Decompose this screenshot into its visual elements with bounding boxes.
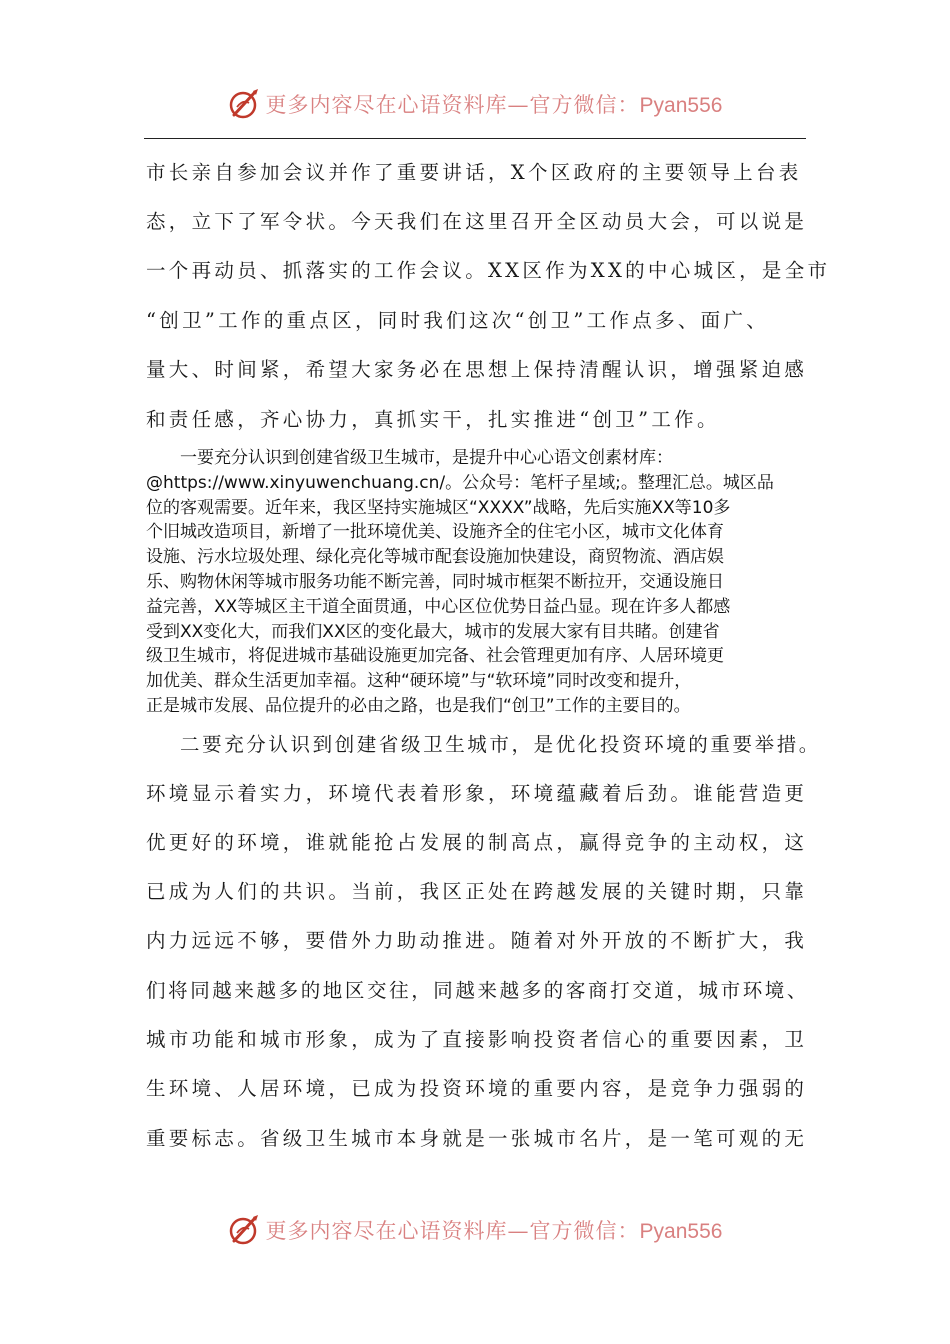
pen-logo-icon bbox=[228, 87, 262, 121]
text-line: 益完善，XX等城区主干道全面贯通，中心区位优势日益凸显。现在许多人都感 bbox=[146, 596, 731, 617]
text-line: 乐、购物休闲等城市服务功能不断完善，同时城市框架不断拉开，交通设施日 bbox=[146, 571, 724, 592]
text-line: 优更好的环境，谁就能抢占发展的制高点，赢得竞争的主动权，这 bbox=[146, 831, 808, 854]
text-line: 受到XX变化大，而我们XX区的变化最大，城市的发展大家有目共睹。创建省 bbox=[146, 621, 720, 642]
text-line: 个旧城改造项目，新增了一批环境优美、设施齐全的住宅小区，城市文化体育 bbox=[146, 522, 724, 543]
text-line: 城市功能和城市形象，成为了直接影响投资者信心的重要因素，卫 bbox=[146, 1028, 808, 1051]
text-line: 态，立下了军令状。今天我们在这里召开全区动员大会，可以说是 bbox=[146, 210, 808, 233]
text-line: 们将同越来越多的地区交往，同越来越多的客商打交道，城市环境、 bbox=[146, 979, 810, 1002]
paragraph-2 bbox=[146, 446, 806, 719]
text-line: 重要标志。省级卫生城市本身就是一张城市名片，是一笔可观的无 bbox=[146, 1127, 808, 1150]
text-line: 正是城市发展、品位提升的必由之路，也是我们“创卫”工作的主要目的。 bbox=[146, 695, 691, 716]
text-line: 生环境、人居环境，已成为投资环境的重要内容，是竞争力强弱的 bbox=[146, 1077, 808, 1100]
text-line: @https://www.xinyuwenchuang.cn/。公众号：笔杆子星域;。整理汇总。城区品 bbox=[146, 472, 774, 493]
text-line: 市长亲自参加会议并作了重要讲话，X个区政府的主要领导上台表 bbox=[146, 161, 802, 184]
text-line: 一要充分认识到创建省级卫生城市，是提升中心心语文创素材库： bbox=[180, 448, 673, 468]
text-line: 级卫生城市，将促进城市基础设施更加完备、社会管理更加有序、人居环境更 bbox=[146, 646, 724, 667]
header-banner-text: 更多内容尽在心语资料库—官方微信：Pyan556 bbox=[265, 93, 723, 117]
header-banner bbox=[0, 84, 950, 124]
text-line: 内力远远不够，要借外力助动推进。随着对外开放的不断扩大，我 bbox=[146, 929, 808, 952]
header-divider bbox=[144, 138, 806, 139]
text-line: 环境显示着实力，环境代表着形象，环境蕴藏着后劲。谁能营造更 bbox=[146, 782, 808, 805]
text-line: 设施、污水垃圾处理、绿化亮化等城市配套设施加快建设，商贸物流、酒店娱 bbox=[146, 547, 724, 568]
pen-logo-icon bbox=[228, 1213, 262, 1247]
text-line: 位的客观需要。近年来，我区坚持实施城区“XXXX”战略，先后实施XX等10多 bbox=[146, 497, 731, 518]
text-line: 一个再动员、抓落实的工作会议。XX区作为XX的中心城区，是全市 bbox=[146, 259, 831, 282]
text-line: 量大、时间紧，希望大家务必在思想上保持清醒认识，增强紧迫感 bbox=[146, 358, 808, 381]
footer-banner-text: 更多内容尽在心语资料库—官方微信：Pyan556 bbox=[265, 1219, 723, 1243]
text-line: 加优美、群众生活更加幸福。这种“硬环境”与“软环境”同时改变和提升， bbox=[146, 671, 692, 692]
text-line: 和责任感，齐心协力，真抓实干，扎实推进“创卫”工作。 bbox=[146, 408, 720, 431]
footer-banner bbox=[0, 1210, 950, 1250]
text-line: 二要充分认识到创建省级卫生城市，是优化投资环境的重要举措。 bbox=[180, 733, 821, 756]
text-line: “创卫”工作的重点区，同时我们这次“创卫”工作点多、面广、 bbox=[146, 309, 770, 332]
text-line: 已成为人们的共识。当前，我区正处在跨越发展的关键时期，只靠 bbox=[146, 880, 808, 903]
